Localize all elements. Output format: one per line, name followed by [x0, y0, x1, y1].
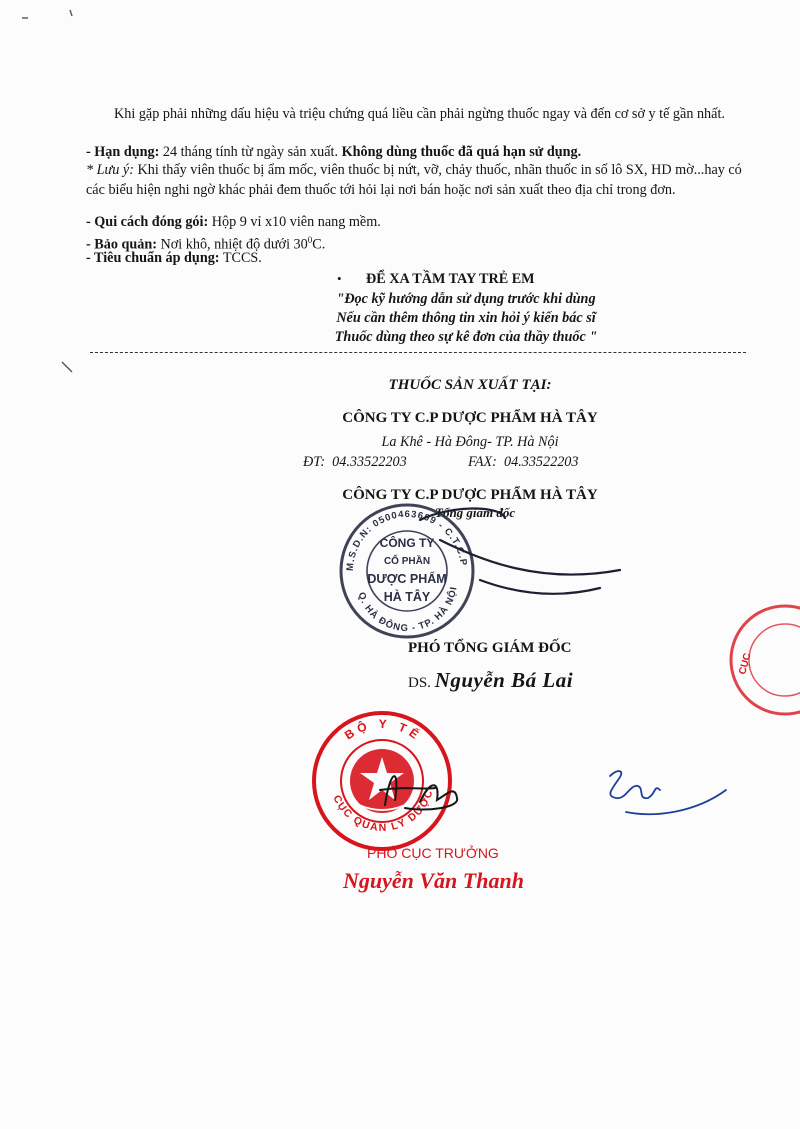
- keep-away-warning: ĐỂ XA TẦM TAY TRẺ EM: [366, 271, 535, 287]
- ministry-stamp-ring-bottom: CỤC QUẢN LÝ DƯỢC: [330, 787, 436, 834]
- note-label: * Lưu ý:: [86, 162, 134, 178]
- standard-label: - Tiêu chuẩn áp dụng:: [86, 250, 220, 266]
- prescription-warning: Thuốc dùng theo sự kê đơn của thầy thuốc ": [334, 329, 598, 345]
- overdose-paragraph: Khi gặp phải những dấu hiệu và triệu chứng quá liều cần phải ngừng thuốc ngay và đến cơ sở y tế gần nhất.: [114, 106, 725, 122]
- company-stamp-line-3: DƯỢC PHẨM: [367, 572, 447, 586]
- note-paragraph: [86, 160, 751, 200]
- official-title: PHÓ CỤC TRƯỞNG: [367, 845, 499, 861]
- official-name: Nguyễn Văn Thanh: [343, 868, 524, 893]
- expiry-warning: Không dùng thuốc đã quá hạn sử dụng.: [341, 144, 582, 160]
- company-stamp-line-1: CÔNG TY: [379, 536, 435, 550]
- manufacturer-fax: [468, 452, 578, 472]
- warning-bullet: •: [337, 271, 342, 286]
- expiry-label: - Hạn dụng:: [86, 144, 160, 160]
- name-prefix: DS.: [408, 675, 431, 691]
- packing-label: - Qui cách đóng gói:: [86, 214, 209, 230]
- initials-scribble: [596, 760, 736, 830]
- read-instructions-warning: "Đọc kỹ hướng dẫn sử dụng trước khi dùng: [336, 291, 596, 307]
- company-stamp-ring-bottom: Q. HÀ ĐÔNG - TP. HÀ NỘI: [355, 585, 460, 635]
- fax-value: 04.33522203: [504, 454, 579, 470]
- expiry-line: [86, 142, 751, 162]
- storage-label: - Bảo quản:: [86, 236, 157, 253]
- ministry-stamp-ring-top: BỘ Y TẾ: [342, 716, 425, 744]
- manufacturer-heading: THUỐC SẢN XUẤT TẠI:: [388, 377, 552, 393]
- director-scribble: [380, 500, 640, 620]
- phone-value: 04.33522203: [332, 454, 407, 470]
- company-stamp-line-2: CỔ PHẦN: [383, 556, 431, 567]
- company-stamp-line-4: HÀ TÂY: [383, 590, 431, 604]
- packing-text: Hộp 9 vỉ x10 viên nang mềm.: [208, 214, 381, 230]
- vice-director-title: PHÓ TỔNG GIÁM ĐỐC: [408, 640, 572, 656]
- standard-text: TCCS.: [219, 250, 262, 266]
- edge-stamp-text: CỤC: [737, 651, 754, 676]
- company-stamp-ring-top: M.S.D.N: 0500463609 - C.T.C.P: [344, 508, 469, 572]
- signature-subtitle: Tổng giám đốc: [435, 505, 516, 520]
- fax-label: FAX:: [468, 454, 497, 470]
- storage-text: Nơi khô, nhiệt độ dưới 30: [156, 236, 308, 253]
- storage-text-post: C.: [312, 236, 326, 253]
- packing-line: [86, 212, 751, 232]
- ask-doctor-warning: Nếu cần thêm thông tin xin hỏi ý kiến bác sĩ: [336, 310, 596, 326]
- manufacturer-address: La Khê - Hà Đông- TP. Hà Nội: [381, 434, 559, 450]
- name-handwritten: Nguyễn Bá Lai: [434, 668, 574, 692]
- signature-company: CÔNG TY C.P DƯỢC PHẨM HÀ TÂY: [342, 487, 598, 503]
- edge-stamp: [715, 600, 800, 720]
- phone-label: ĐT:: [303, 454, 326, 470]
- expiry-text: 24 tháng tính từ ngày sản xuất.: [159, 144, 342, 160]
- vice-director-name: [408, 668, 573, 693]
- official-signature: [365, 750, 485, 830]
- storage-sup: 0: [307, 235, 313, 245]
- manufacturer-phone: [303, 452, 407, 472]
- standard-line: [86, 248, 751, 268]
- note-text: Khi thấy viên thuốc bị ẩm mốc, viên thuốc bị nứt, vỡ, chảy thuốc, nhãn thuốc in số lô SX, HD mờ...hay có các biểu hiện nghi ngờ khác phải đem thuốc tới hỏi lại nơi bán hoặc nơi sản xuất theo địa chỉ trong đơn.: [86, 162, 742, 198]
- manufacturer-company: CÔNG TY C.P DƯỢC PHẨM HÀ TÂY: [342, 410, 598, 426]
- section-divider: [90, 352, 746, 353]
